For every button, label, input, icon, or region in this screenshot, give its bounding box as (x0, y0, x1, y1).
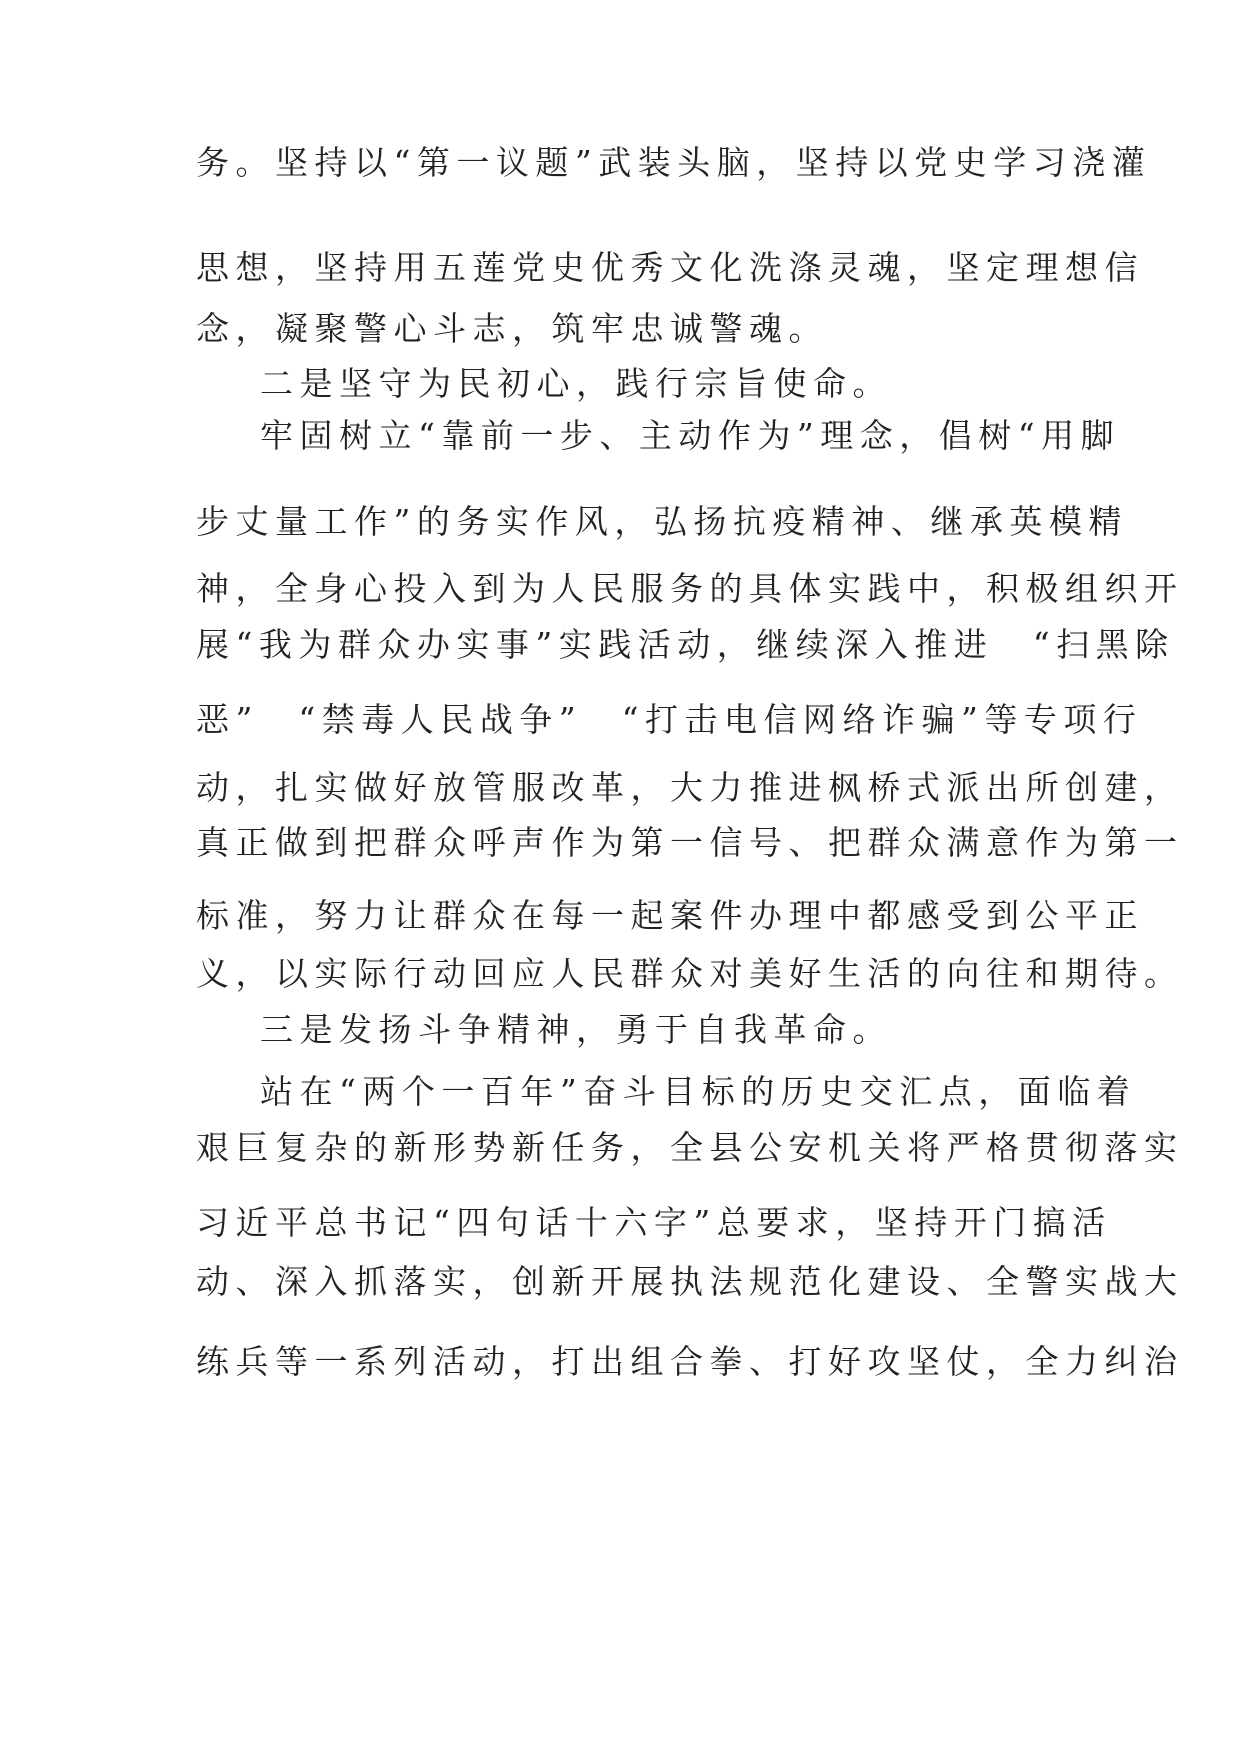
paragraph-line: 恶” “禁毒人民战争” “打击电信网络诈骗”等专项行 (196, 700, 1143, 739)
paragraph-line: 标准，努力让群众在每一起案件办理中都感受到公平正 (196, 896, 1144, 935)
paragraph-line: 站在“两个一百年”奋斗目标的历史交汇点，面临着 (260, 1072, 1137, 1111)
paragraph-line: 思想，坚持用五莲党史优秀文化洗涤灵魂，坚定理想信 (196, 248, 1144, 287)
paragraph-line: 练兵等一系列活动，打出组合拳、打好攻坚仗，全力纠治 (196, 1342, 1184, 1381)
paragraph-line: 务。坚持以“第一议题”武装头脑，坚持以党史学习浇灌 (196, 143, 1152, 182)
paragraph-line: 习近平总书记“四句话十六字”总要求，坚持开门搞活 (196, 1203, 1112, 1242)
paragraph-line: 动、深入抓落实，创新开展执法规范化建设、全警实战大 (196, 1262, 1184, 1301)
paragraph-line: 牢固树立“靠前一步、主动作为”理念，倡树“用脚 (260, 416, 1121, 455)
paragraph-line: 艰巨复杂的新形势新任务，全县公安机关将严格贯彻落实 (196, 1128, 1184, 1167)
paragraph-line: 真正做到把群众呼声作为第一信号、把群众满意作为第一 (196, 823, 1184, 862)
paragraph-line: 神，全身心投入到为人民服务的具体实践中，积极组织开 (196, 569, 1184, 608)
section-heading: 二是坚守为民初心，践行宗旨使命。 (260, 364, 892, 403)
paragraph-line: 动，扎实做好放管服改革，大力推进枫桥式派出所创建， (196, 768, 1184, 807)
paragraph-line: 展“我为群众办实事”实践活动，继续深入推进 “扫黑除 (196, 625, 1175, 664)
paragraph-line: 念，凝聚警心斗志，筑牢忠诚警魂。 (196, 309, 828, 348)
section-heading: 三是发扬斗争精神，勇于自我革命。 (260, 1010, 892, 1049)
paragraph-line: 义，以实际行动回应人民群众对美好生活的向往和期待。 (196, 954, 1184, 993)
paragraph-line: 步丈量工作”的务实作风，弘扬抗疫精神、继承英模精 (196, 502, 1128, 541)
